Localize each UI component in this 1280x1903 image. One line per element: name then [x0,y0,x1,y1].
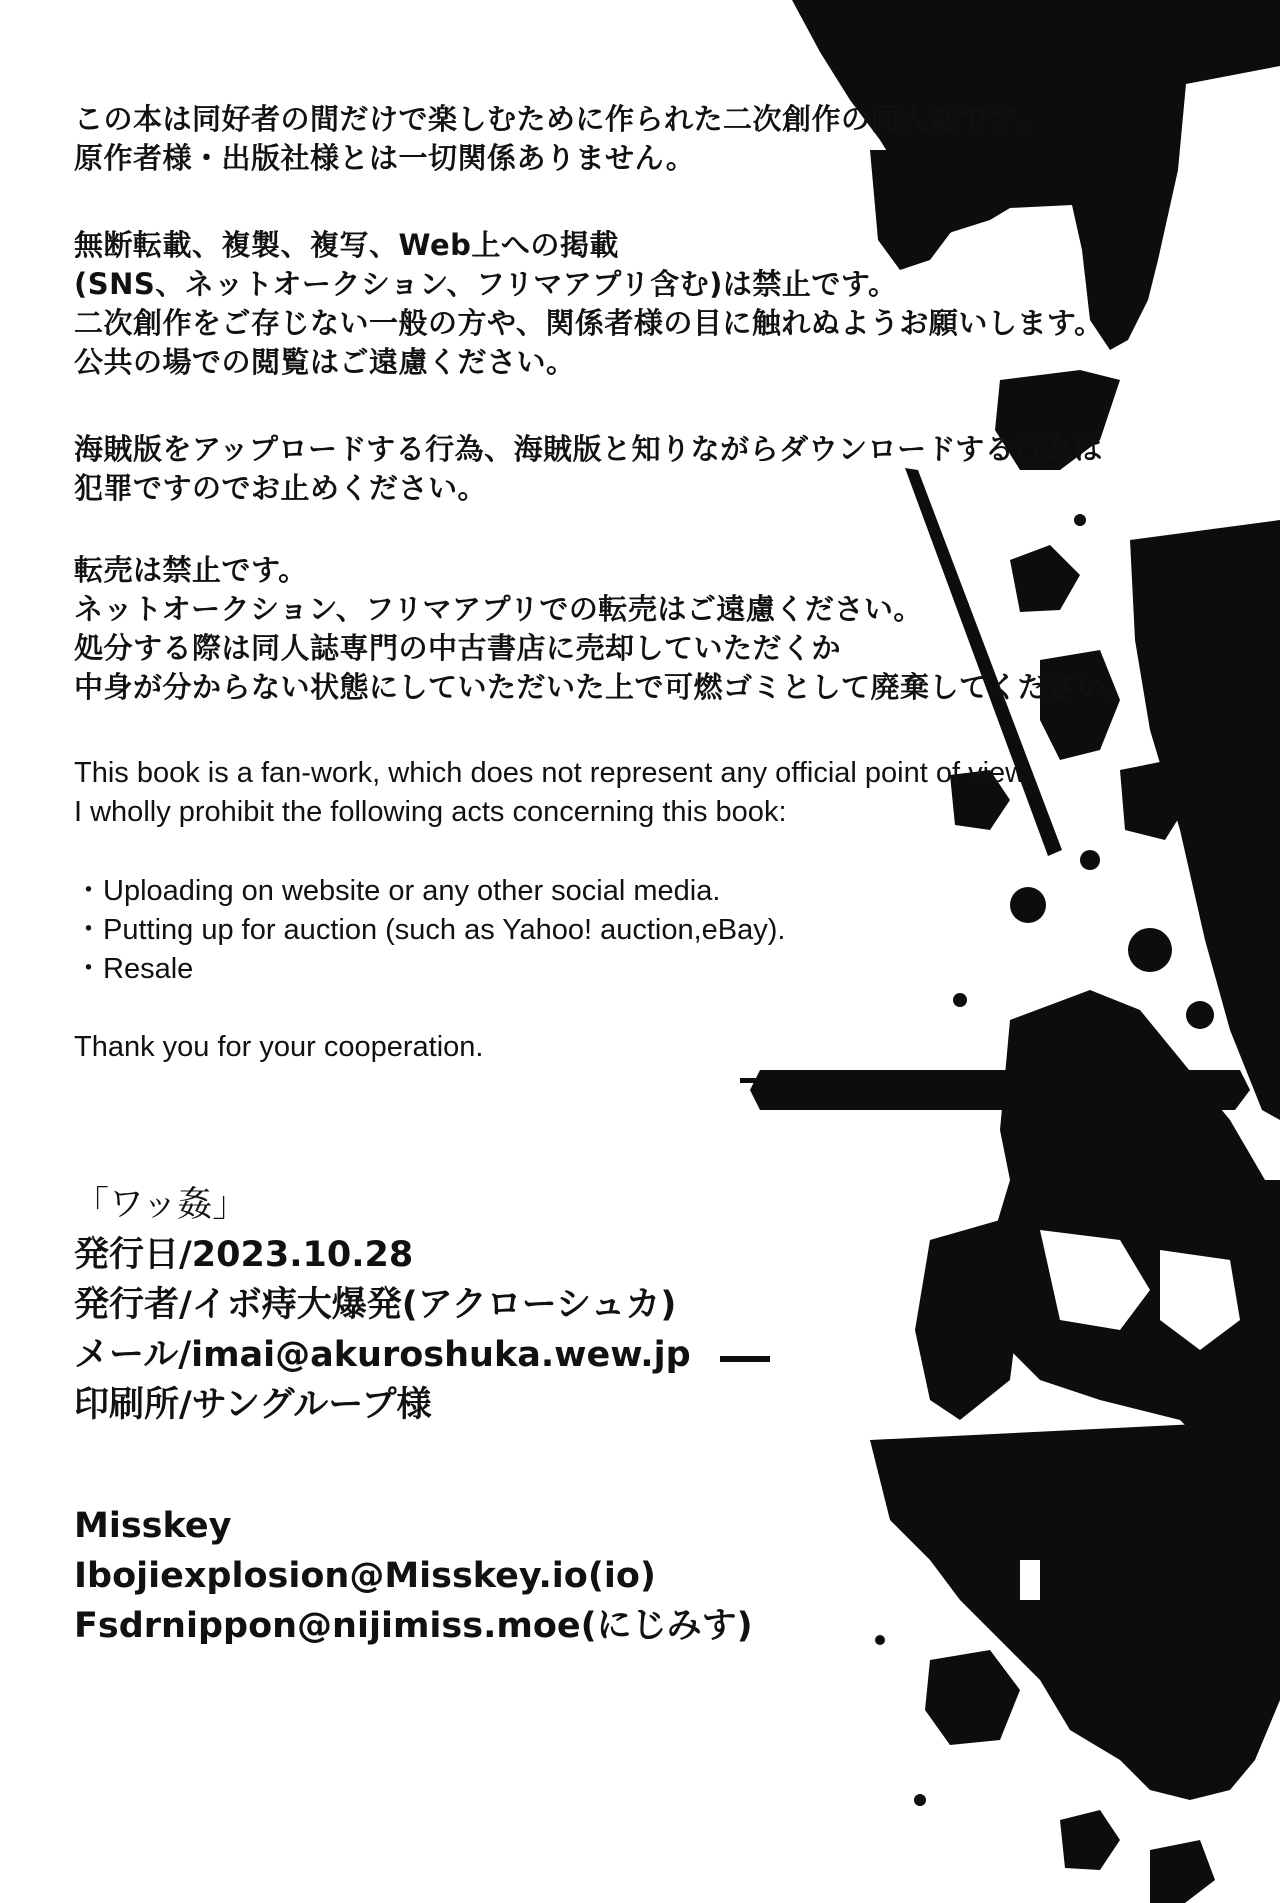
disclaimer-en-line: I wholly prohibit the following acts concerning this book: [74,796,787,828]
disclaimer-jp-paragraph-3 [74,430,1214,508]
contact-account: Ibojiexplosion@Misskey.io(io) [74,1556,656,1596]
disclaimer-line: 転売は禁止です。 [74,553,308,587]
list-item: ・Putting up for auction (such as Yahoo! auction,eBay). [74,914,786,946]
disclaimer-jp-paragraph-1 [74,100,1214,178]
contacts-block [74,1501,1214,1651]
disclaimer-jp-paragraph-4 [74,551,1214,707]
disclaimer-en-paragraph [74,754,1214,832]
disclaimer-en-line: This book is a fan-work, which does not represent any official point of view. [74,757,1033,789]
mail-address: メール/imai@akuroshuka.wew.jp [74,1335,691,1375]
disclaimer-line: 原作者様・出版社様とは一切関係ありません。 [74,141,696,175]
book-title: 「ワッ姦」 [74,1185,248,1225]
disclaimer-line: (SNS、ネットオークション、フリマアプリ含む)は禁止です。 [74,267,898,301]
list-item: ・Resale [74,953,194,985]
thanks-line [74,1028,1214,1067]
disclaimer-line: 処分する際は同人誌専門の中古書店に売却していただくか [74,631,842,665]
disclaimer-line: 公共の場での閲覧はご遠慮ください。 [74,345,576,379]
issue-date: 発行日/2023.10.28 [74,1235,414,1275]
contacts-heading: Misskey [74,1506,232,1546]
disclaimer-jp-paragraph-2 [74,226,1214,382]
list-item: ・Uploading on website or any other social media. [74,875,721,907]
contact-account: Fsdrnippon@nijimiss.moe(にじみす) [74,1606,753,1646]
disclaimer-line: 二次創作をご存じない一般の方や、関係者様の目に触れぬようお願いします。 [74,306,1104,340]
disclaimer-line: 海賊版をアップロードする行為、海賊版と知りながらダウンロードする行為は [74,432,1103,466]
thanks-text: Thank you for your cooperation. [74,1031,484,1063]
printer: 印刷所/サングループ様 [74,1385,432,1425]
colophon-block [74,1180,1214,1430]
disclaimer-line: ネットオークション、フリマアプリでの転売はご遠慮ください。 [74,592,923,626]
publisher: 発行者/イボ痔大爆発(アクローシュカ) [74,1285,677,1325]
disclaimer-line: 犯罪ですのでお止めください。 [74,471,488,505]
disclaimer-line: 中身が分からない状態にしていただいた上で可燃ゴミとして廃棄してください。 [74,670,1137,704]
disclaimer-line: 無断転載、複製、複写、Web上への掲載 [74,228,619,262]
disclaimer-line: この本は同好者の間だけで楽しむために作られた二次創作の同人誌です。 [74,102,1046,136]
prohibited-acts-list [74,872,1214,989]
